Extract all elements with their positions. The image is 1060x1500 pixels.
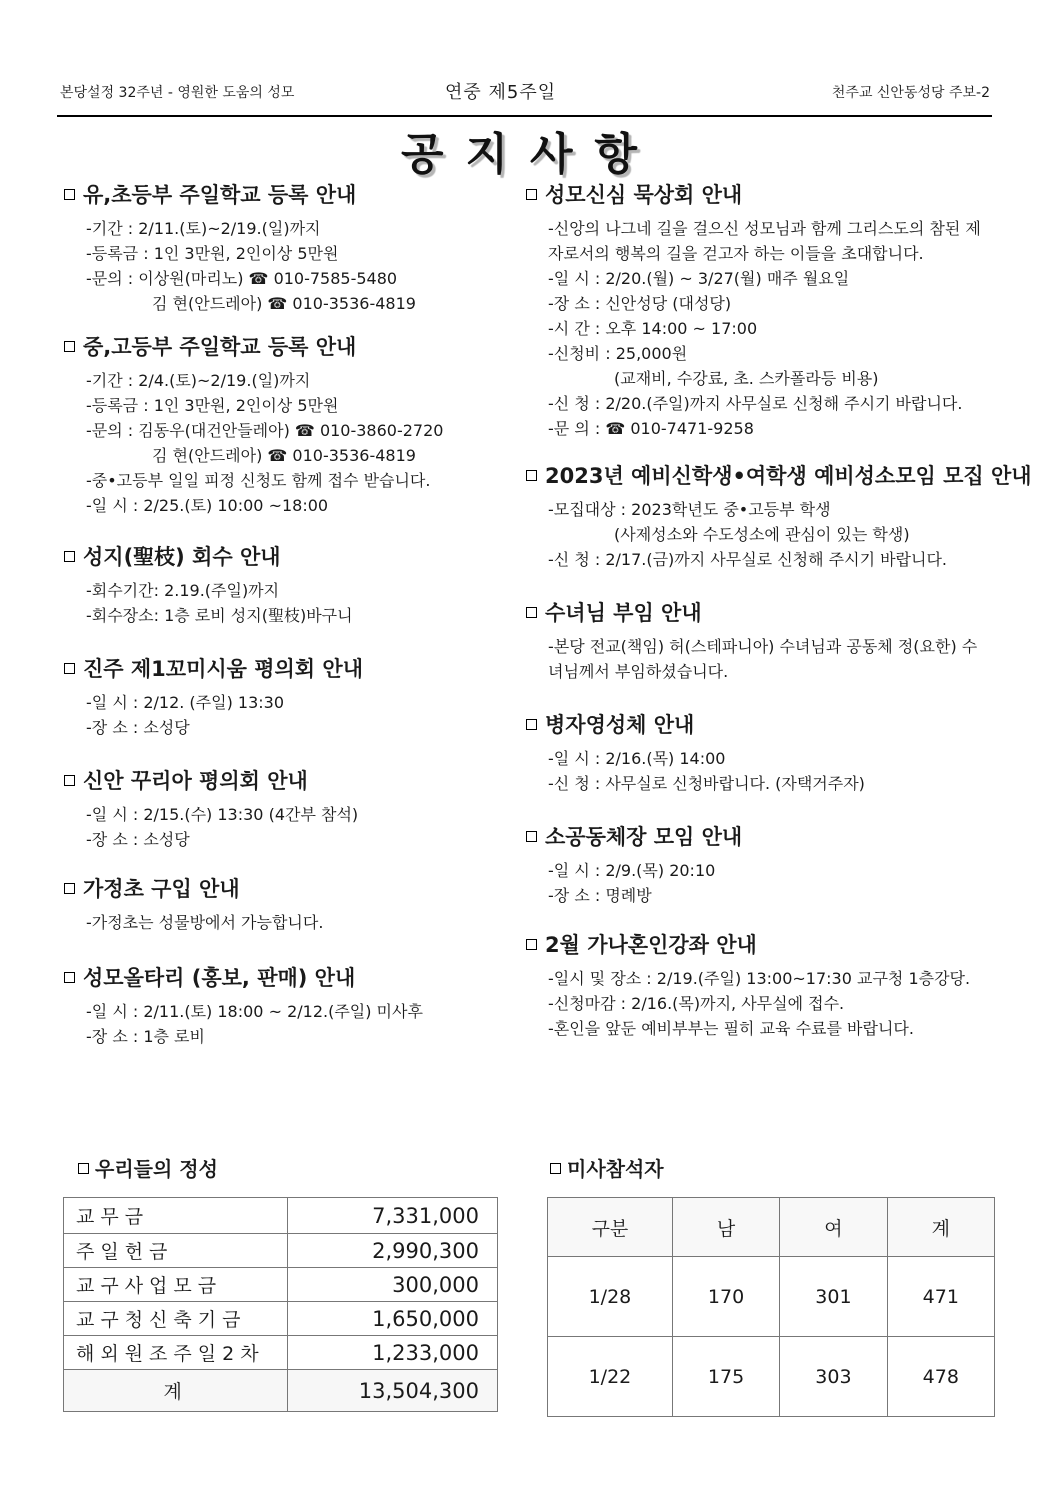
finance-label: 교구사업모금 <box>64 1268 288 1302</box>
finance-table <box>63 1197 498 1412</box>
finance-total-row <box>64 1370 498 1412</box>
attendance-header-cell: 계 <box>887 1198 994 1257</box>
section-line: -일 시 : 2/25.(토) 10:00 ~18:00 <box>86 496 329 515</box>
section-title <box>64 654 504 684</box>
finance-amount: 1,233,000 <box>288 1336 498 1370</box>
checkbox-icon <box>64 972 75 983</box>
attendance-cell: 471 <box>887 1257 994 1337</box>
section-line: -문의 : 이상원(마리노) ☎ 010-7585-5480 <box>86 269 398 288</box>
attendance-header-row <box>548 1198 995 1257</box>
section-line: -장 소 : 신안성당 (대성당) <box>548 294 732 313</box>
attendance-cell: 303 <box>780 1337 887 1417</box>
section-line: 김 현(안드레아) ☎ 010-3536-4819 <box>152 446 416 465</box>
section-line: -장 소 : 1층 로비 <box>86 1027 205 1046</box>
section-title <box>526 822 996 852</box>
section-title <box>526 710 996 740</box>
notice-section <box>526 180 996 441</box>
section-line: 김 현(안드레아) ☎ 010-3536-4819 <box>152 294 416 313</box>
section-line: -신 청 : 2/20.(주일)까지 사무실로 신청해 주시기 바랍니다. <box>548 394 963 413</box>
attendance-header-cell: 구분 <box>548 1198 673 1257</box>
notice-section <box>526 930 996 1041</box>
section-line: -등록금 : 1인 3만원, 2인이상 5만원 <box>86 396 339 415</box>
notice-section <box>64 332 504 518</box>
section-title-text: 신안 꾸리아 평의회 안내 <box>83 769 308 793</box>
finance-label: 교무금 <box>64 1198 288 1234</box>
section-line: -장 소 : 소성당 <box>86 718 190 737</box>
page-title: 공지사항 <box>400 129 659 180</box>
section-line: -일 시 : 2/16.(목) 14:00 <box>548 749 726 768</box>
attendance-header-cell: 여 <box>780 1198 887 1257</box>
finance-row <box>64 1268 498 1302</box>
section-title-text: 소공동체장 모임 안내 <box>545 825 743 849</box>
section-title <box>64 766 504 796</box>
finance-total-label: 계 <box>64 1370 288 1412</box>
finance-label: 해외원조주일2차 <box>64 1336 288 1370</box>
finance-label: 주일헌금 <box>64 1234 288 1268</box>
section-line: -일 시 : 2/12. (주일) 13:30 <box>86 693 285 712</box>
section-title <box>526 930 996 960</box>
section-title <box>526 598 996 628</box>
notice-section <box>64 963 504 1049</box>
finance-title-text: 우리들의 정성 <box>95 1157 218 1181</box>
section-line: -일시 및 장소 : 2/19.(주일) 13:00~17:30 교구청 1층강당. <box>548 969 971 988</box>
section-title <box>526 461 1032 491</box>
section-title-text: 성모올타리 (홍보, 판매) 안내 <box>83 966 356 990</box>
header-rule <box>57 115 992 117</box>
section-title <box>64 874 504 904</box>
notice-section <box>64 874 504 935</box>
attendance-cell: 1/22 <box>548 1337 673 1417</box>
notice-section <box>64 542 504 628</box>
section-title-text: 성모신심 묵상회 안내 <box>545 183 743 207</box>
section-line: -기간 : 2/11.(토)~2/19.(일)까지 <box>86 219 321 238</box>
finance-total-amount: 13,504,300 <box>288 1370 498 1412</box>
notice-section <box>526 710 996 796</box>
page-header <box>60 78 990 104</box>
section-line: -시 간 : 오후 14:00 ~ 17:00 <box>548 319 758 338</box>
section-line: -문의 : 김동우(대건안들레아) ☎ 010-3860-2720 <box>86 421 444 440</box>
section-title-text: 2월 가나혼인강좌 안내 <box>545 933 757 957</box>
right-column <box>526 180 1032 1041</box>
section-line: -일 시 : 2/15.(수) 13:30 (4간부 참석) <box>86 805 359 824</box>
section-line: -장 소 : 소성당 <box>86 830 190 849</box>
checkbox-icon <box>64 189 75 200</box>
section-line: -가정초는 성물방에서 가능합니다. <box>86 913 324 932</box>
section-title-text: 유,초등부 주일학교 등록 안내 <box>83 183 357 207</box>
section-line: -신 청 : 사무실로 신청바랍니다. (자택거주자) <box>548 774 865 793</box>
checkbox-icon <box>64 663 75 674</box>
attendance-cell: 301 <box>780 1257 887 1337</box>
attendance-cell: 170 <box>672 1257 779 1337</box>
section-title <box>64 180 504 210</box>
section-title-text: 진주 제1꼬미시움 평의회 안내 <box>83 657 363 681</box>
section-title-text: 가정초 구입 안내 <box>83 877 240 901</box>
attendance-table <box>547 1197 995 1417</box>
checkbox-icon <box>526 831 537 842</box>
finance-row <box>64 1234 498 1268</box>
finance-row <box>64 1336 498 1370</box>
section-line: -신청비 : 25,000원 <box>548 344 688 363</box>
header-left: 본당설정 32주년 - 영원한 도움의 성모 <box>60 85 295 101</box>
attendance-cell: 478 <box>887 1337 994 1417</box>
checkbox-icon <box>78 1163 89 1174</box>
finance-label: 교구청신축기금 <box>64 1302 288 1336</box>
checkbox-icon <box>64 341 75 352</box>
section-line: -회수장소: 1층 로비 성지(聖枝)바구니 <box>86 606 353 625</box>
finance-amount: 300,000 <box>288 1268 498 1302</box>
notice-section <box>526 598 996 684</box>
section-line: -일 시 : 2/20.(월) ~ 3/27(월) 매주 월요일 <box>548 269 850 288</box>
attendance-cell: 175 <box>672 1337 779 1417</box>
section-line: -중•고등부 일일 피정 신청도 함께 접수 받습니다. <box>86 471 431 490</box>
section-line: -신앙의 나그네 길을 걸으신 성모님과 함께 그리스도의 참된 제자로서의 행복의 길을 걷고자 하는 이들을 초대합니다. <box>548 219 981 263</box>
notice-section <box>526 461 1032 572</box>
attendance-header-cell: 남 <box>672 1198 779 1257</box>
section-line: -기간 : 2/4.(토)~2/19.(일)까지 <box>86 371 311 390</box>
section-title <box>64 963 504 993</box>
section-title-text: 수녀님 부임 안내 <box>545 601 702 625</box>
finance-title <box>78 1153 218 1182</box>
section-title-text: 성지(聖枝) 회수 안내 <box>83 545 281 569</box>
checkbox-icon <box>526 470 537 481</box>
finance-amount: 2,990,300 <box>288 1234 498 1268</box>
checkbox-icon <box>526 719 537 730</box>
section-line: -일 시 : 2/11.(토) 18:00 ~ 2/12.(주일) 미사후 <box>86 1002 423 1021</box>
section-line: -장 소 : 명례방 <box>548 886 652 905</box>
section-title-text: 2023년 예비신학생•여학생 예비성소모임 모집 안내 <box>545 464 1032 488</box>
finance-row <box>64 1198 498 1234</box>
checkbox-icon <box>526 189 537 200</box>
attendance-row <box>548 1257 995 1337</box>
section-line: -모집대상 : 2023학년도 중•고등부 학생 <box>548 500 831 519</box>
checkbox-icon <box>526 607 537 618</box>
checkbox-icon <box>64 883 75 894</box>
section-title <box>64 332 504 362</box>
section-line: -회수기간: 2.19.(주일)까지 <box>86 581 280 600</box>
finance-amount: 7,331,000 <box>288 1198 498 1234</box>
finance-row <box>64 1302 498 1336</box>
section-line: -일 시 : 2/9.(목) 20:10 <box>548 861 716 880</box>
checkbox-icon <box>64 775 75 786</box>
notice-section <box>526 822 996 908</box>
section-line: -혼인을 앞둔 예비부부는 필히 교육 수료를 바랍니다. <box>548 1019 914 1038</box>
section-title <box>526 180 996 210</box>
section-line: -등록금 : 1인 3만원, 2인이상 5만원 <box>86 244 339 263</box>
checkbox-icon <box>64 551 75 562</box>
notice-section <box>64 654 504 740</box>
section-title <box>64 542 504 572</box>
attendance-row <box>548 1337 995 1417</box>
header-right: 천주교 신안동성당 주보-2 <box>831 85 990 101</box>
finance-amount: 1,650,000 <box>288 1302 498 1336</box>
notice-section <box>64 766 504 852</box>
header-center: 연중 제5주일 <box>445 82 557 103</box>
section-line: -신 청 : 2/17.(금)까지 사무실로 신청해 주시기 바랍니다. <box>548 550 948 569</box>
attendance-cell: 1/28 <box>548 1257 673 1337</box>
left-column <box>64 180 504 1049</box>
attendance-title-text: 미사참석자 <box>567 1157 664 1181</box>
section-title-text: 병자영성체 안내 <box>545 713 695 737</box>
checkbox-icon <box>526 939 537 950</box>
section-line: (교재비, 수강료, 초. 스카폴라등 비용) <box>614 369 879 388</box>
attendance-title <box>550 1153 664 1182</box>
checkbox-icon <box>550 1163 561 1174</box>
section-title-text: 중,고등부 주일학교 등록 안내 <box>83 335 357 359</box>
section-line: -문 의 : ☎ 010-7471-9258 <box>548 419 754 438</box>
section-line: (사제성소와 수도성소에 관심이 있는 학생) <box>614 525 910 544</box>
section-line: -신청마감 : 2/16.(목)까지, 사무실에 접수. <box>548 994 845 1013</box>
section-line: -본당 전교(책임) 허(스테파니아) 수녀님과 공동체 정(요한) 수녀님께서 부임하셨습니다. <box>548 637 978 681</box>
notice-section <box>64 180 504 316</box>
